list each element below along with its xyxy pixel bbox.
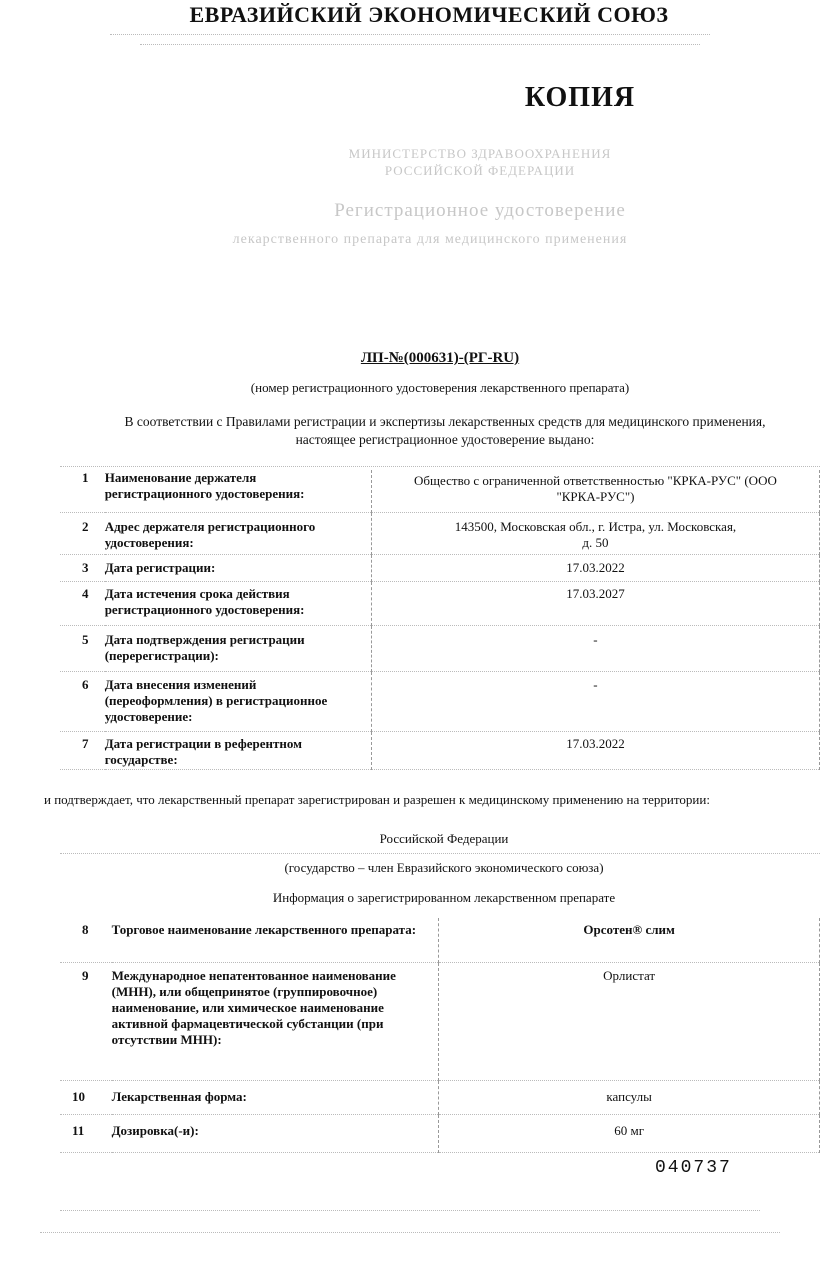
- row-value: 60 мг: [439, 1114, 820, 1152]
- row-number: 11: [60, 1114, 112, 1152]
- row-value: 17.03.2022: [371, 554, 819, 581]
- row-label: Лекарственная форма:: [112, 1080, 439, 1114]
- certificate-title: Регистрационное удостоверение: [334, 200, 626, 221]
- row-number: 7: [60, 731, 105, 769]
- row-label: Дата внесения изменений (переоформления) в регистрационное удостоверение:: [105, 671, 372, 731]
- country-caption: (государство – член Евразийского экономического союза): [284, 860, 604, 875]
- faint-footer-line: [60, 1210, 760, 1211]
- faint-print-line: [140, 44, 700, 45]
- row-label: Адрес держателя регистрационного удостоверения:: [105, 512, 372, 554]
- row-label: Дата регистрации:: [105, 554, 372, 581]
- table-row: [60, 1080, 820, 1114]
- table-row: [60, 918, 820, 962]
- row-label: Наименование держателя регистрационного удостоверения:: [105, 470, 372, 512]
- holder-info-table: [60, 470, 820, 770]
- product-info-table: [60, 918, 820, 1153]
- certificate-subtitle: лекарственного препарата для медицинского применения: [232, 232, 628, 247]
- row-number: 3: [60, 554, 105, 581]
- row-value: Общество с ограниченной ответственностью "КРКА-РУС" (ООО "КРКА-РУС"): [371, 470, 819, 512]
- row-label: Торговое наименование лекарственного препарата:: [112, 918, 439, 962]
- row-number: 6: [60, 671, 105, 731]
- table-row: [60, 581, 820, 625]
- intro-paragraph: В соответствии с Правилами регистрации и экспертизы лекарственных средств для медицинского применения, настоящее регистрационное удостоверение выдано:: [124, 414, 766, 447]
- row-label: Международное непатентованное наименование (МНН), или общепринятое (группировочное) наименование, или химическое наименование активной фармацевтической субстанции (при отсутствии МНН):: [112, 962, 439, 1080]
- union-title: ЕВРАЗИЙСКИЙ ЭКОНОМИЧЕСКИЙ СОЮЗ: [189, 2, 669, 27]
- country-underline: [60, 853, 820, 854]
- row-value: -: [371, 671, 819, 731]
- row-number: 4: [60, 581, 105, 625]
- row-value: Орсотен® слим: [439, 918, 820, 962]
- registration-number-caption: (номер регистрационного удостоверения лекарственного препарата): [250, 380, 630, 395]
- row-number: 9: [60, 962, 112, 1080]
- table-row: [60, 1114, 820, 1152]
- row-value: 17.03.2027: [371, 581, 819, 625]
- table-row: [60, 470, 820, 512]
- row-number: 10: [60, 1080, 112, 1114]
- table-top-border: [60, 466, 820, 467]
- row-number: 5: [60, 625, 105, 671]
- ministry-line-1: МИНИСТЕРСТВО ЗДРАВООХРАНЕНИЯ: [348, 146, 612, 161]
- row-value: 17.03.2022: [371, 731, 819, 769]
- row-value: -: [371, 625, 819, 671]
- serial-number: 040737: [655, 1158, 732, 1178]
- row-label: Дозировка(-и):: [112, 1114, 439, 1152]
- faint-print-line: [110, 34, 710, 35]
- copy-stamp: КОПИЯ: [524, 82, 636, 113]
- row-value: капсулы: [439, 1080, 820, 1114]
- table-row: [60, 962, 820, 1080]
- country-name: Российской Федерации: [379, 831, 509, 846]
- product-info-heading: Информация о зарегистрированном лекарственном препарате: [272, 890, 616, 905]
- row-value: Орлистат: [439, 962, 820, 1080]
- row-label: Дата регистрации в референтном государстве:: [105, 731, 372, 769]
- row-number: 8: [60, 918, 112, 962]
- row-value: 143500, Московская обл., г. Истра, ул. Московская, д. 50: [371, 512, 819, 554]
- confirmation-text: и подтверждает, что лекарственный препарат зарегистрирован и разрешен к медицинскому применению на территории:: [44, 792, 710, 807]
- row-label: Дата подтверждения регистрации (перерегистрации):: [105, 625, 372, 671]
- ministry-line-2: РОССИЙСКОЙ ФЕДЕРАЦИИ: [384, 163, 576, 178]
- table-row: [60, 554, 820, 581]
- table-row: [60, 671, 820, 731]
- row-label: Дата истечения срока действия регистрационного удостоверения:: [105, 581, 372, 625]
- registration-number: ЛП-№(000631)-(РГ-RU): [360, 350, 520, 366]
- faint-footer-line: [40, 1232, 780, 1233]
- row-number: 2: [60, 512, 105, 554]
- row-number: 1: [60, 470, 105, 512]
- table-row: [60, 512, 820, 554]
- ministry-name: [200, 145, 760, 179]
- table-row: [60, 625, 820, 671]
- table-row: [60, 731, 820, 769]
